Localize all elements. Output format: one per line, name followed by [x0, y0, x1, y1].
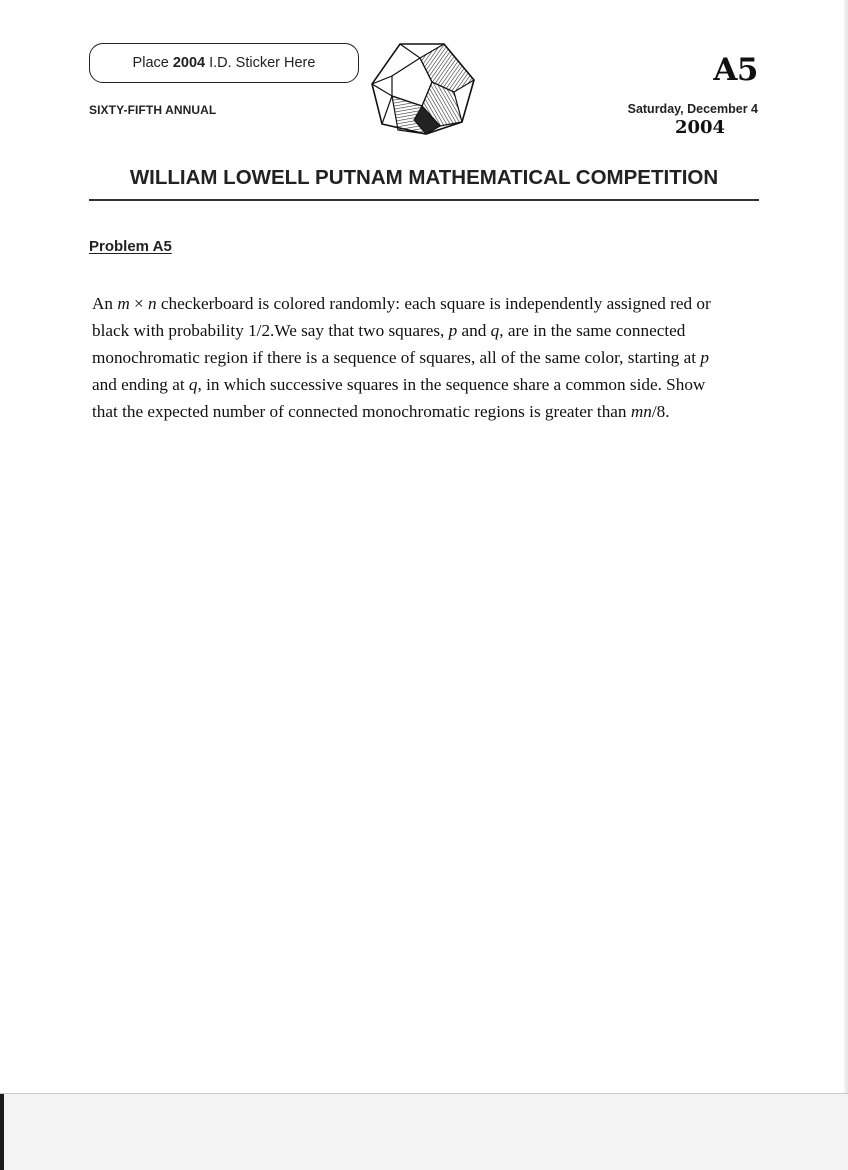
competition-title: WILLIAM LOWELL PUTNAM MATHEMATICAL COMPETITION — [129, 166, 719, 189]
annual-label: SIXTY-FIFTH ANNUAL — [89, 103, 217, 117]
problem-line-1: An m × n checkerboard is colored randomly: each square is independently assigned red or — [92, 294, 711, 313]
exam-date: Saturday, December 4 — [627, 102, 758, 116]
sticker-year: 2004 — [172, 55, 206, 71]
scan-left-bar — [0, 1094, 4, 1170]
scan-edge — [844, 0, 848, 1095]
problem-code: A5 — [713, 52, 758, 88]
problem-line-5: that the expected number of connected monochromatic regions is greater than mn/8. — [92, 402, 670, 421]
problem-heading: Problem A5 — [89, 238, 172, 255]
id-sticker-box — [89, 43, 359, 83]
dodecahedron-logo — [370, 40, 478, 136]
problem-statement — [92, 290, 757, 425]
problem-line-2: black with probability 1/2.We say that two squares, p and q, are in the same connected — [92, 321, 686, 340]
problem-line-4: and ending at q, in which successive squares in the sequence share a common side. Show — [92, 375, 706, 394]
exam-year: 2004 — [674, 117, 726, 138]
scan-bottom-edge — [0, 1093, 848, 1170]
sticker-suffix: I.D. Sticker Here — [209, 55, 316, 71]
title-rule — [89, 199, 759, 201]
sticker-prefix: Place — [132, 55, 169, 71]
problem-line-3: monochromatic region if there is a sequence of squares, all of the same color, starting at p — [92, 348, 709, 367]
